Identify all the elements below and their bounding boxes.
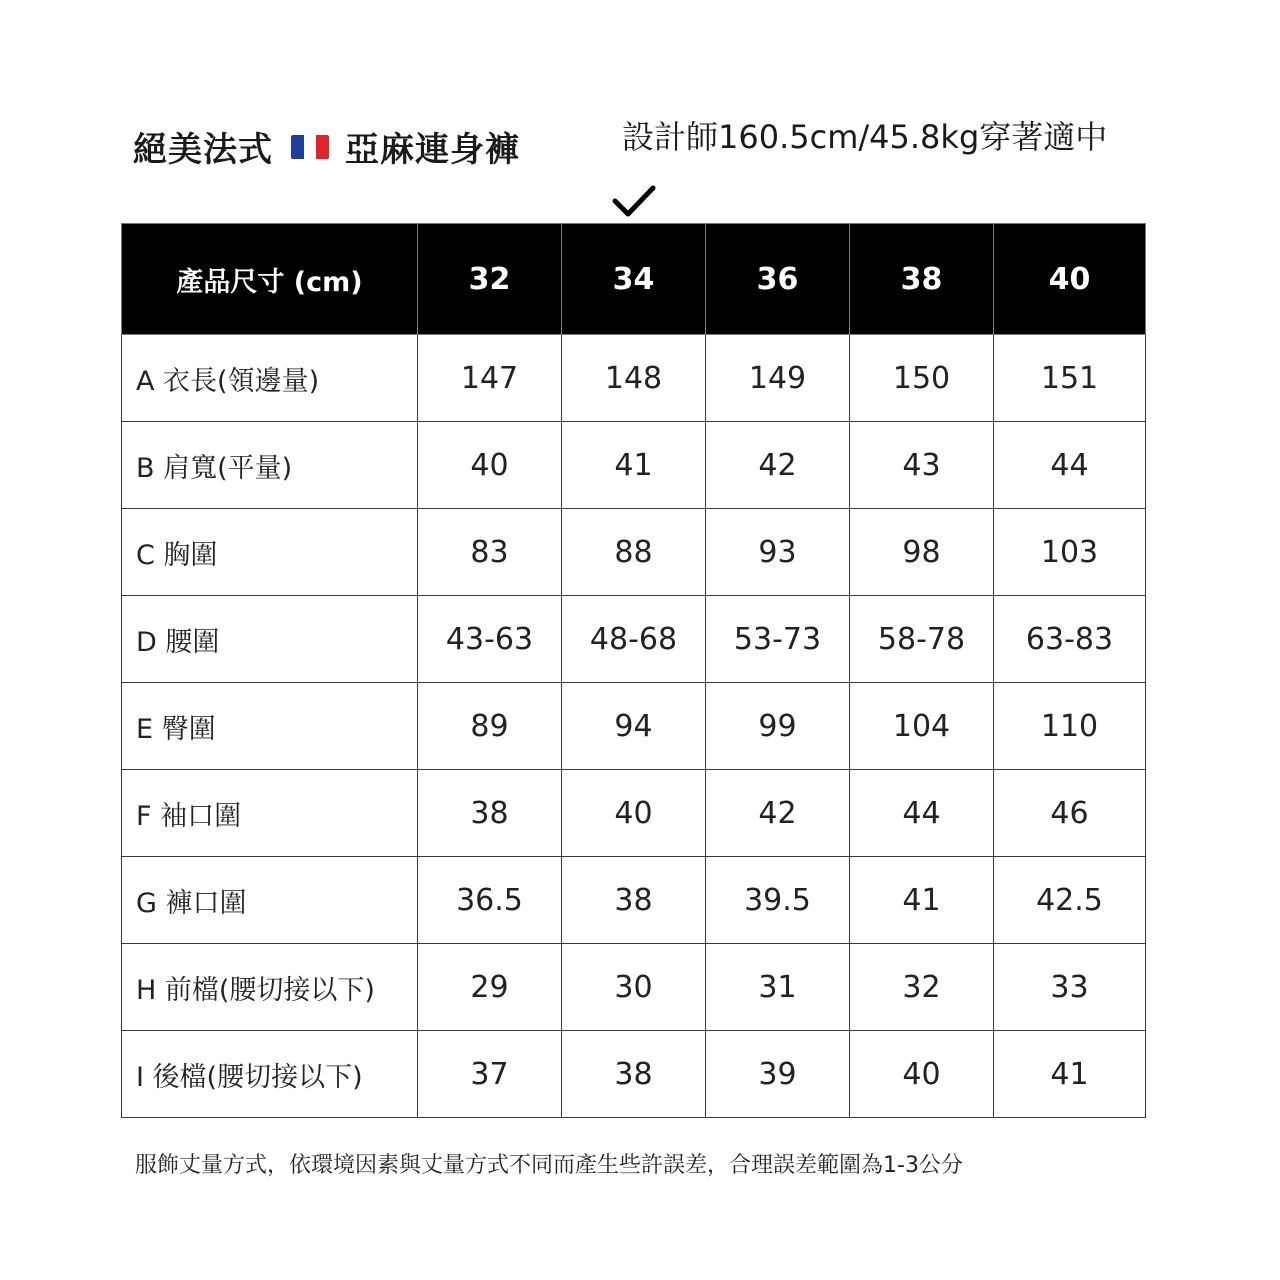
table-cell: 40 bbox=[562, 770, 706, 857]
row-label: B 肩寬(平量) bbox=[122, 422, 418, 509]
table-cell: 41 bbox=[850, 857, 994, 944]
table-cell: 29 bbox=[418, 944, 562, 1031]
table-row bbox=[122, 1031, 1146, 1118]
row-label: H 前檔(腰切接以下) bbox=[122, 944, 418, 1031]
table-cell: 44 bbox=[994, 422, 1146, 509]
row-label: E 臀圍 bbox=[122, 683, 418, 770]
size-header: 38 bbox=[850, 224, 994, 335]
table-cell: 103 bbox=[994, 509, 1146, 596]
table-header-row bbox=[122, 224, 1146, 335]
flag-stripe-white bbox=[304, 135, 317, 159]
table-cell: 53-73 bbox=[706, 596, 850, 683]
measurement-note: 服飾丈量方式，依環境因素與丈量方式不同而產生些許誤差，合理誤差範圍為1-3公分 bbox=[135, 1153, 963, 1178]
table-row bbox=[122, 683, 1146, 770]
table-cell: 151 bbox=[994, 335, 1146, 422]
table-cell: 43 bbox=[850, 422, 994, 509]
size-header: 34 bbox=[562, 224, 706, 335]
table-cell: 38 bbox=[562, 1031, 706, 1118]
row-label: A 衣長(領邊量) bbox=[122, 335, 418, 422]
checkmark-icon bbox=[611, 184, 657, 220]
flag-stripe-blue bbox=[291, 135, 304, 159]
flag-stripe-red bbox=[316, 135, 329, 159]
table-cell: 39 bbox=[706, 1031, 850, 1118]
table-cell: 44 bbox=[850, 770, 994, 857]
france-flag-icon bbox=[291, 135, 329, 159]
size-header: 36 bbox=[706, 224, 850, 335]
table-row bbox=[122, 944, 1146, 1031]
table-row bbox=[122, 509, 1146, 596]
size-header: 40 bbox=[994, 224, 1146, 335]
table-cell: 148 bbox=[562, 335, 706, 422]
table-cell: 147 bbox=[418, 335, 562, 422]
table-cell: 40 bbox=[850, 1031, 994, 1118]
row-label: C 胸圍 bbox=[122, 509, 418, 596]
table-cell: 40 bbox=[418, 422, 562, 509]
table-cell: 36.5 bbox=[418, 857, 562, 944]
table-cell: 63-83 bbox=[994, 596, 1146, 683]
table-cell: 43-63 bbox=[418, 596, 562, 683]
table-row bbox=[122, 857, 1146, 944]
table-cell: 83 bbox=[418, 509, 562, 596]
table-cell: 42.5 bbox=[994, 857, 1146, 944]
table-cell: 98 bbox=[850, 509, 994, 596]
table-cell: 42 bbox=[706, 422, 850, 509]
product-title-part1: 絕美法式 bbox=[133, 130, 273, 170]
row-label: F 袖口圍 bbox=[122, 770, 418, 857]
row-label: G 褲口圍 bbox=[122, 857, 418, 944]
table-cell: 88 bbox=[562, 509, 706, 596]
table-cell: 31 bbox=[706, 944, 850, 1031]
table-cell: 93 bbox=[706, 509, 850, 596]
table-row bbox=[122, 335, 1146, 422]
table-cell: 37 bbox=[418, 1031, 562, 1118]
table-cell: 42 bbox=[706, 770, 850, 857]
product-title bbox=[133, 122, 520, 171]
table-cell: 38 bbox=[562, 857, 706, 944]
table-cell: 150 bbox=[850, 335, 994, 422]
table-cell: 46 bbox=[994, 770, 1146, 857]
table-cell: 48-68 bbox=[562, 596, 706, 683]
table-cell: 30 bbox=[562, 944, 706, 1031]
table-cell: 99 bbox=[706, 683, 850, 770]
designer-note: 設計師160.5cm/45.8kg穿著適中 bbox=[622, 118, 1108, 156]
table-cell: 39.5 bbox=[706, 857, 850, 944]
table-cell: 32 bbox=[850, 944, 994, 1031]
table-cell: 149 bbox=[706, 335, 850, 422]
table-cell: 38 bbox=[418, 770, 562, 857]
table-cell: 110 bbox=[994, 683, 1146, 770]
size-header: 32 bbox=[418, 224, 562, 335]
size-chart-table bbox=[121, 223, 1146, 1118]
table-cell: 58-78 bbox=[850, 596, 994, 683]
table-cell: 41 bbox=[994, 1031, 1146, 1118]
table-row bbox=[122, 422, 1146, 509]
table-cell: 41 bbox=[562, 422, 706, 509]
table-row bbox=[122, 770, 1146, 857]
table-cell: 89 bbox=[418, 683, 562, 770]
table-cell: 33 bbox=[994, 944, 1146, 1031]
table-row bbox=[122, 596, 1146, 683]
header-label: 產品尺寸 (cm) bbox=[122, 224, 418, 335]
table-cell: 104 bbox=[850, 683, 994, 770]
row-label: I 後檔(腰切接以下) bbox=[122, 1031, 418, 1118]
product-title-part2: 亞麻連身褲 bbox=[345, 130, 520, 170]
row-label: D 腰圍 bbox=[122, 596, 418, 683]
table-cell: 94 bbox=[562, 683, 706, 770]
